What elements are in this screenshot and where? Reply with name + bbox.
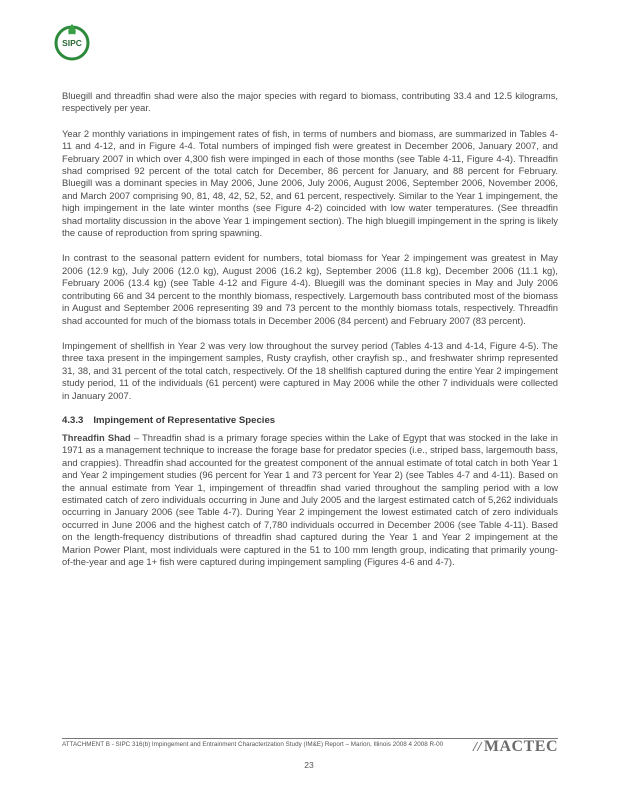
threadfin-shad-text: – Threadfin shad is a primary forage species within the Lake of Egypt that was stocked in the lake in 1971 as a management technique to increase the forage base for predator species (i.e., striped bass, largemouth bass, and crappies). Threadfin shad accounted for the greatest component of the annual estimate of total catch in both Year 1 and Year 2 impingement studies (96 percent for Year 1 and 73 percent for Year 2) (see Tables 4-7 and 4-11). Based on the annual estimate from Year 1, impingement of threadfin shad varied throughout the sampling period with a low estimated catch of zero individuals occurring in June and July 2005 and the largest estimated catch of 5,262 individuals occurring in January 2006 (see Table 4-7). During Year 2 impingement the lowest estimated catch of zero individuals occurred in June 2006 and the highest catch of 7,780 individuals occurred in December 2006 (see Table 4-11). Based on the length-frequency distributions of threadfin shad captured during the Year 1 and Year 2 impingement at the Marion Power Plant, most individuals were captured in the 51 to 100 mm length group, indicating that primarily young-of-the-year and age 1+ fish were captured during impingement sampling (Figures 4-6 and 4-7). [62,431,559,567]
section-heading [62,415,558,426]
footer-citation: ATTACHMENT B - SIPC 316(b) Impingement and Entrainment Characterization Study (IM&E) Report – Marion, Illinois 2008 4 2008 R-00 [62,741,444,748]
mactec-brand-text: MACTEC [483,738,558,755]
document-body [62,90,558,568]
section-title: Impingement of Representative Species [93,414,276,426]
paragraph-threadfin-shad [62,432,558,568]
page-number: 23 [304,760,314,770]
species-label: Threadfin Shad [62,431,131,443]
section-number: 4.3.3 [62,414,84,426]
logo-text: SIPC [62,38,82,48]
paragraph-monthly-variations: Year 2 monthly variations in impingement rates of fish, in terms of numbers and biomass, are summarized in Tables 4-11 and 4-12, and in Figure 4-4. Total numbers of impinged fish were greatest in December 2006, January 2007, and February 2007 in which over 4,300 fish were impinged in each of those months (see Table 4-11, Figure 4-4). Threadfin shad comprised 92 percent of the total catch for December, 86 percent for January, and 88 percent for February. Bluegill was a dominant species in May 2006, June 2006, July 2006, August 2006, September 2006, November 2006, and March 2007 comprising 90, 81, 48, 42, 52, 52, and 61 percent, respectively. Similar to the Year 1 impingement, the high impingement in the late winter months (see Figure 4-2) coincided with low water temperatures. (See threadfin shad mortality discussion in the above Year 1 impingement section). The high bluegill impingement in the spring is likely the cause of reproduction from spring spawning. [62,127,558,239]
paragraph-shellfish: Impingement of shellfish in Year 2 was very low throughout the survey period (Tables 4-13 and 4-14, Figure 4-5). The three taxa present in the impingement samples, Rusty crayfish, other crayfish sp., and freshwater shrimp represented 31, 38, and 31 percent of the total catch, respectively. Of the 18 shellfish captured during the entire Year 2 impingement study period, 11 of the individuals (61 percent) were captured in May 2006 while the other 7 individuals were collected in January 2007. [62,339,558,401]
sipc-logo [52,22,92,62]
page-footer [62,738,558,760]
mactec-slash-icon: // [473,740,482,755]
mactec-logo [473,738,558,756]
paragraph-biomass-species: Bluegill and threadfin shad were also the major species with regard to biomass, contributing 33.4 and 12.5 kilograms, respectively per year. [62,90,558,114]
paragraph-biomass-seasonal: In contrast to the seasonal pattern evident for numbers, total biomass for Year 2 impingement was greatest in May 2006 (12.9 kg), July 2006 (12.0 kg), August 2006 (16.2 kg), September 2006 (11.8 kg), December 2006 (11.1 kg), February 2006 (13.4 kg) (see Table 4-12 and Figure 4-4). Bluegill was the dominant species in May and July 2006 contributing 66 and 34 percent to the monthly biomass, respectively. Largemouth bass contributed most of the biomass in August and September 2006 representing 39 and 73 percent to the monthly biomass totals, respectively. Threadfin shad accounted for much of the biomass totals in December 2006 (84 percent) and February 2007 (83 percent). [62,252,558,326]
